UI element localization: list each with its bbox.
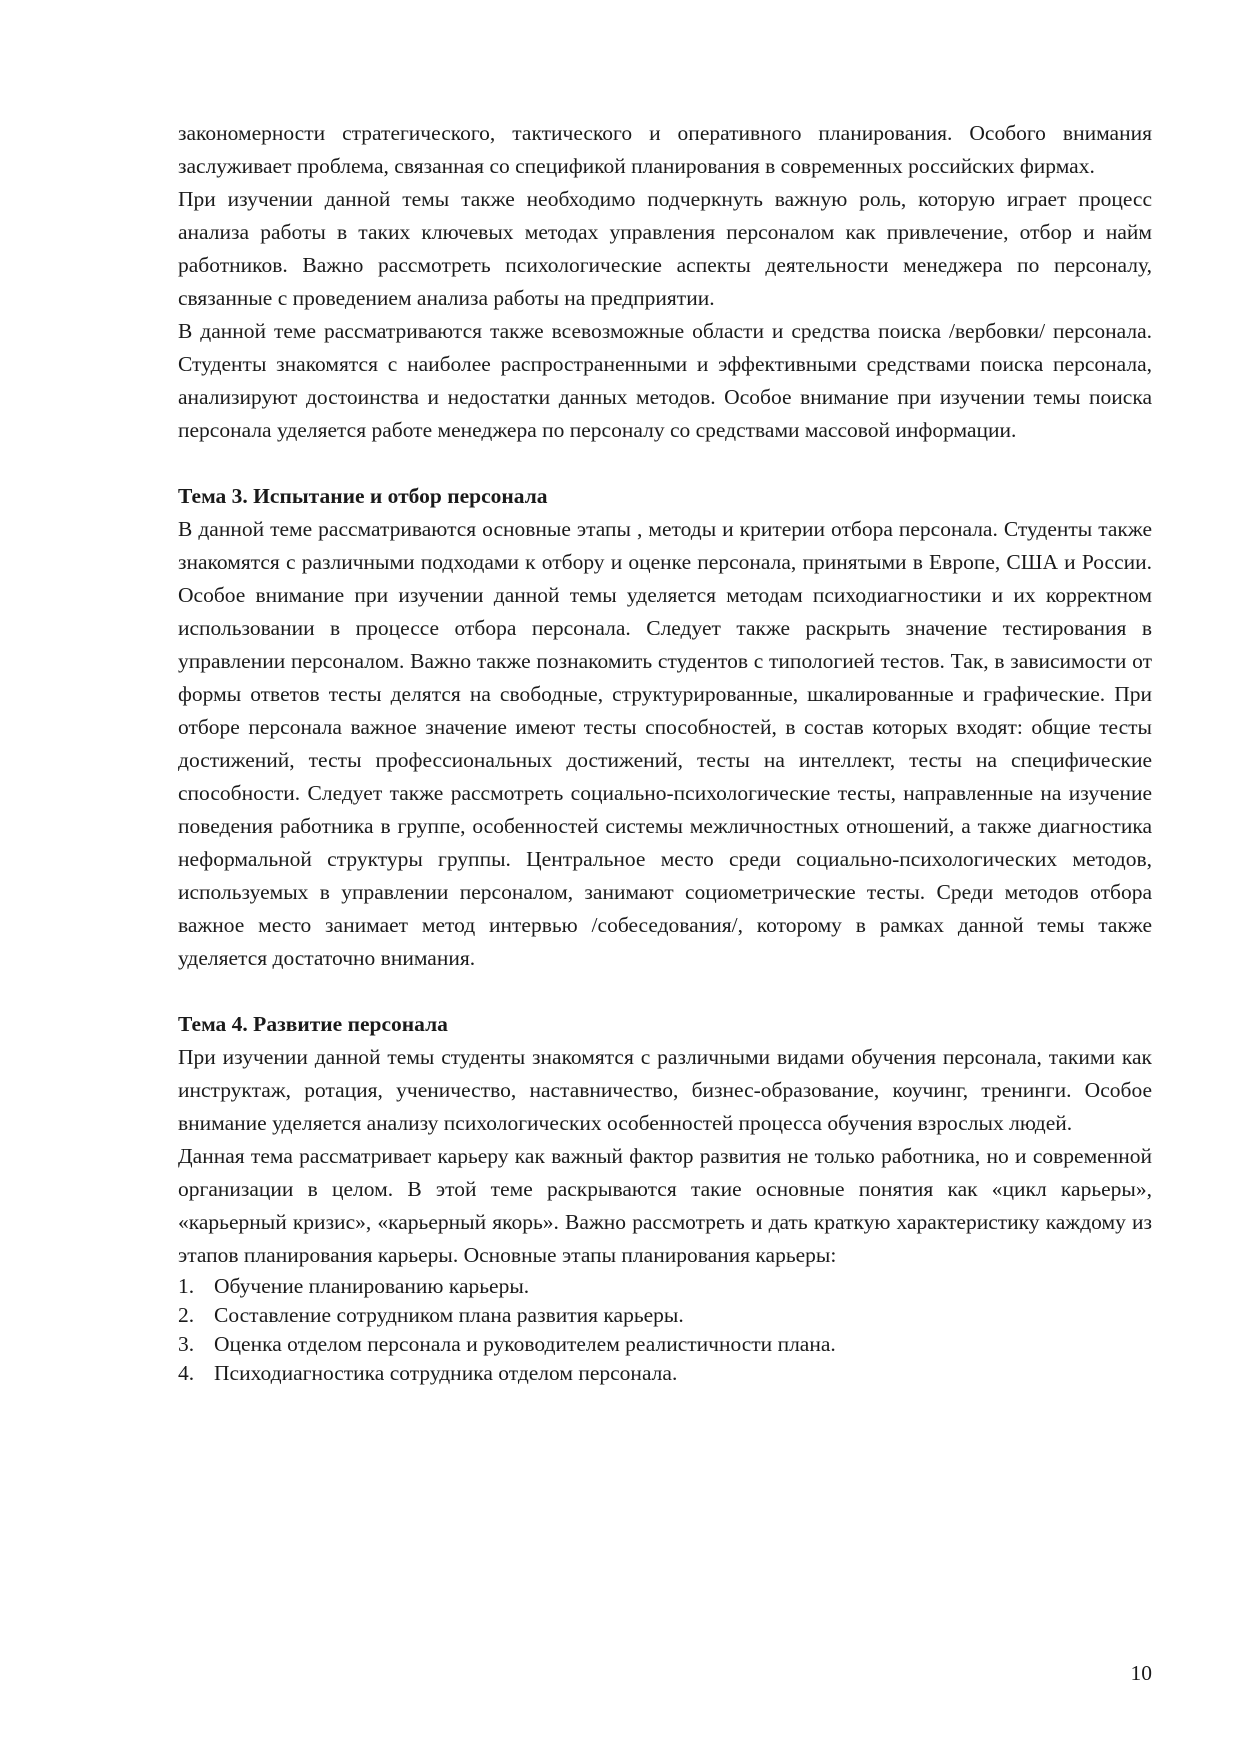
page-body (178, 117, 1152, 1388)
page-number: 10 (1130, 1661, 1152, 1685)
list-item (178, 1272, 1152, 1301)
topic-3-heading: Тема 3. Испытание и отбор персонала (178, 484, 548, 508)
list-item-number: 4. (178, 1361, 195, 1385)
list-item-number: 3. (178, 1332, 195, 1356)
list-item (178, 1301, 1152, 1330)
list-item-text: Обучение планированию карьеры. (214, 1274, 530, 1298)
topic-4-heading: Тема 4. Развитие персонала (178, 1012, 448, 1036)
paragraph: закономерности стратегического, тактического и оперативного планирования. Особого внимания заслуживает проблема, связанная со спецификой планирования в современных российских фирмах. (178, 121, 1152, 178)
list-item-number: 1. (178, 1274, 195, 1298)
list-item-text: Психодиагностика сотрудника отделом персонала. (214, 1361, 678, 1385)
list-item (178, 1330, 1152, 1359)
list-item-text: Составление сотрудником плана развития карьеры. (214, 1303, 684, 1327)
paragraph: При изучении данной темы также необходимо подчеркнуть важную роль, которую играет процесс анализа работы в таких ключевых методах управления персоналом как привлечение, отбор и найм работников. Важно рассмотреть психологические аспекты деятельности менеджера по персоналу, связанные с проведением анализа работы на предприятии. (178, 187, 1152, 310)
list-item (178, 1359, 1152, 1388)
topic-3-paragraph: В данной теме рассматриваются основные этапы , методы и критерии отбора персонала. Студенты также знакомятся с различными подходами к отбору и оценке персонала, принятыми в Европе, США и России. Особое внимание при изучении данной темы уделяется методам психодиагностики и их корректном использовании в процессе отбора персонала. Следует также раскрыть значение тестирования в управлении персоналом. Важно также познакомить студентов с типологией тестов. Так, в зависимости от формы ответов тесты делятся на свободные, структурированные, шкалированные и графические. При отборе персонала важное значение имеют тесты способностей, в состав которых входят: общие тесты достижений, тесты профессиональных достижений, тесты на интеллект, тесты на специфические способности. Следует также рассмотреть социально-психологические тесты, направленные на изучение поведения работника в группе, особенностей системы межличностных отношений, а также диагностика неформальной структуры группы. Центральное место среди социально-психологических методов, используемых в управлении персоналом, занимают социометрические тесты. Среди методов отбора важное место занимает метод интервью /собеседования/, которому в рамках данной темы также уделяется достаточно внимания. (178, 517, 1152, 970)
list-item-number: 2. (178, 1303, 195, 1327)
topic-4-paragraph: Данная тема рассматривает карьеру как важный фактор развития не только работника, но и современной организации в целом. В этой теме раскрываются такие основные понятия как «цикл карьеры», «карьерный кризис», «карьерный якорь». Важно рассмотреть и дать краткую характеристику каждому из этапов планирования карьеры. Основные этапы планирования карьеры: (178, 1144, 1152, 1267)
career-planning-list (178, 1272, 1152, 1388)
topic-4-paragraph: При изучении данной темы студенты знакомятся с различными видами обучения персонала, такими как инструктаж, ротация, ученичество, наставничество, бизнес-образование, коучинг, тренинги. Особое внимание уделяется анализу психологических особенностей процесса обучения взрослых людей. (178, 1045, 1152, 1135)
list-item-text: Оценка отделом персонала и руководителем реалистичности плана. (214, 1332, 836, 1356)
paragraph: В данной теме рассматриваются также всевозможные области и средства поиска /вербовки/ персонала. Студенты знакомятся с наиболее распространенными и эффективными средствами поиска персонала, анализируют достоинства и недостатки данных методов. Особое внимание при изучении темы поиска персонала уделяется работе менеджера по персоналу со средствами массовой информации. (178, 319, 1152, 442)
